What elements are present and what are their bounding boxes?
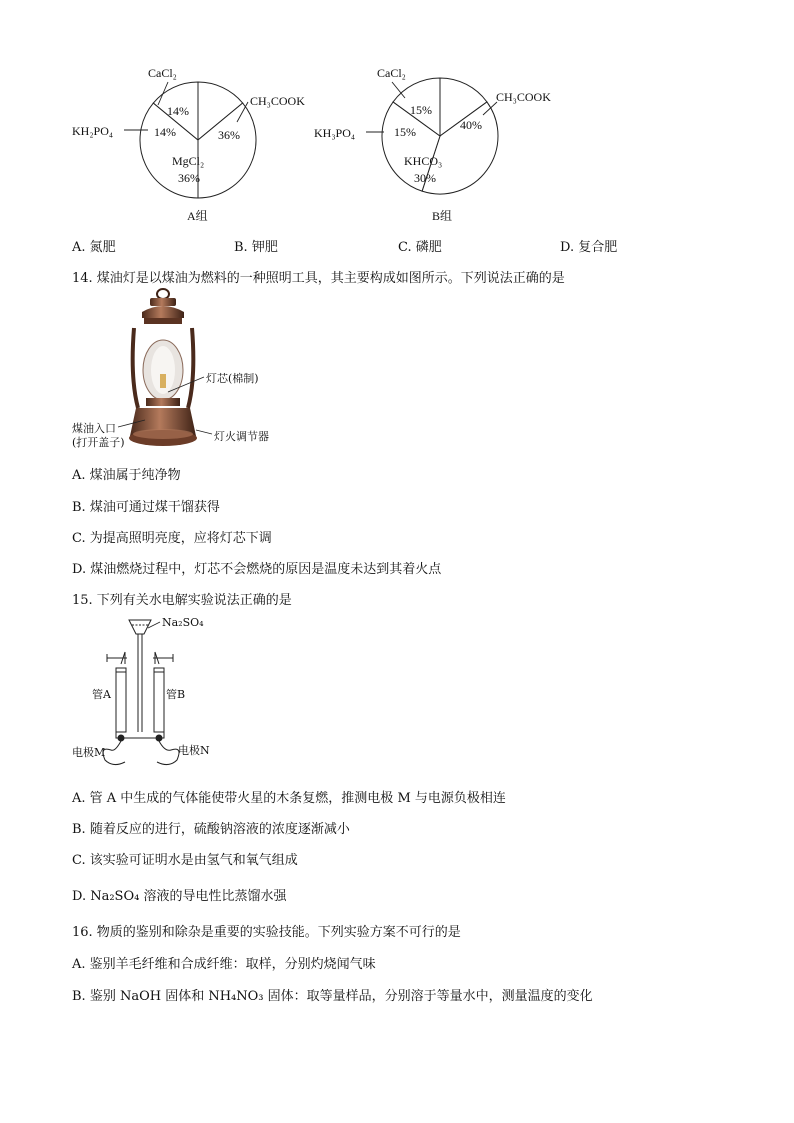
pie-a-value-mgcl2: 36%	[178, 171, 200, 185]
pie-a-label-kh2po4: KH₂PO₄	[72, 124, 114, 138]
label-tube-b: 管B	[166, 688, 186, 701]
q16-option-b: B. 鉴别 NaOH 固体和 NH₄NO₃ 固体：取等量样品，分别溶于等量水中，测量温度的变化	[72, 989, 593, 1004]
label-electrode-n: 电极N	[178, 744, 210, 757]
pie-b-value-kh3po4: 15%	[394, 125, 416, 139]
label-electrode-m: 电极M	[72, 746, 106, 759]
q14-stem: 14. 煤油灯是以煤油为燃料的一种照明工具，其主要构成如图所示。下列说法正确的是	[72, 271, 565, 286]
q15-option-a: A. 管 A 中生成的气体能使带火星的木条复燃，推测电极 M 与电源负极相连	[72, 791, 506, 806]
pie-b-value-ch3cook: 40%	[460, 118, 482, 132]
q14-option-a: A. 煤油属于纯净物	[72, 468, 181, 483]
pie-b-value-cacl2: 15%	[410, 103, 432, 117]
q14-option-d: D. 煤油燃烧过程中，灯芯不会燃烧的原因是温度未达到其着火点	[72, 562, 442, 577]
label-tube-a: 管A	[92, 688, 111, 701]
pie-b-value-khco3: 30%	[414, 171, 436, 185]
pie-a-label-mgcl2: MgCl₂	[172, 154, 205, 168]
lamp-label-inlet: 煤油入口	[72, 422, 116, 435]
pie-a-label-cacl2: CaCl₂	[148, 66, 177, 80]
pie-b-label-kh3po4: KH₃PO₄	[314, 126, 356, 140]
pie-a-label-ch3cook: CH₃COOK	[250, 94, 305, 108]
pie-b-caption: B组	[432, 209, 453, 223]
pie-b-label-ch3cook: CH₃COOK	[496, 90, 551, 104]
q15-option-b: B. 随着反应的进行，硫酸钠溶液的浓度逐渐减小	[72, 822, 350, 837]
pie-a-caption: A组	[187, 209, 208, 223]
q16-stem: 16. 物质的鉴别和除杂是重要的实验技能。下列实验方案不可行的是	[72, 925, 461, 940]
pie-a-value-ch3cook: 36%	[218, 128, 240, 142]
q13-option-a: A. 氮肥	[72, 240, 116, 255]
label-na2so4: Na₂SO₄	[162, 616, 204, 629]
q15-stem: 15. 下列有关水电解实验说法正确的是	[72, 593, 292, 608]
lamp-label-wick: 灯芯(棉制)	[206, 372, 259, 385]
q13-option-c: C. 磷肥	[398, 240, 442, 255]
q15-option-d: D. Na₂SO₄ 溶液的导电性比蒸馏水强	[72, 889, 287, 904]
q15-option-c: C. 该实验可证明水是由氢气和氧气组成	[72, 853, 298, 868]
pie-b-label-khco3: KHCO₃	[404, 154, 443, 168]
lamp-label-inlet-note: (打开盖子)	[72, 436, 125, 449]
q16-option-a: A. 鉴别羊毛纤维和合成纤维：取样，分别灼烧闻气味	[72, 957, 376, 972]
q14-option-c: C. 为提高照明亮度，应将灯芯下调	[72, 531, 272, 546]
q13-option-d: D. 复合肥	[560, 240, 618, 255]
pie-b-label-cacl2: CaCl₂	[377, 66, 406, 80]
pie-a-value-cacl2: 14%	[167, 104, 189, 118]
q14-option-b: B. 煤油可通过煤干馏获得	[72, 500, 220, 515]
q13-option-b: B. 钾肥	[234, 240, 278, 255]
lamp-label-regulator: 灯火调节器	[214, 430, 269, 443]
pie-a-value-kh2po4: 14%	[154, 125, 176, 139]
